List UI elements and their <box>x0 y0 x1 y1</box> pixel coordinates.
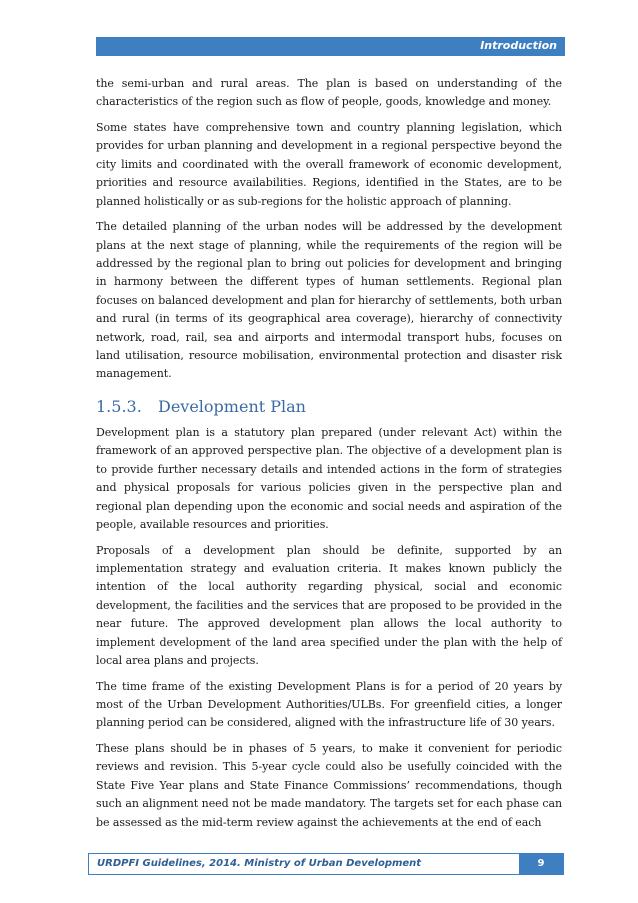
section-number: 1.5.3. <box>96 396 142 416</box>
paragraph: the semi-urban and rural areas. The plan is based on understanding of the characteristics of the region such as flow of people, goods, knowledge and money. <box>96 77 562 109</box>
header-bar <box>96 37 565 56</box>
page-body <box>96 75 562 839</box>
page-number: 9 <box>519 854 563 874</box>
paragraph: Proposals of a development plan should be definite, supported by an implementation strategy and evaluation criteria. It makes known publicly the intention of the local authority regarding physical, social and economic development, the facilities and the services that are proposed to be provided in the near future. The approved development plan allows the local authority to implement development of the land area specified under the plan with the help of local area plans and projects. <box>96 543 562 667</box>
paragraph: The time frame of the existing Development Plans is for a period of 20 years by most of the Urban Development Authorities/ULBs. For greenfield cities, a longer planning period can be considered, aligned with the infrastructure life of 30 years. <box>96 679 562 730</box>
paragraph: These plans should be in phases of 5 years, to make it convenient for periodic reviews and revision. This 5-year cycle could also be usefully coincided with the State Five Year plans and State Finance Commissions’ recommendations, though such an alignment need not be made mandatory. The targets set for each phase can be assessed as the mid-term review against the achievements at the end of each <box>96 741 562 829</box>
page-footer <box>88 853 564 875</box>
footer-citation: URDPFI Guidelines, 2014. Ministry of Urban Development <box>97 858 422 869</box>
header-section-title: Introduction <box>480 39 557 52</box>
paragraph: Development plan is a statutory plan prepared (under relevant Act) within the framework of an approved perspective plan. The objective of a development plan is to provide further necessary details and intended actions in the form of strategies and physical proposals for various policies given in the perspective plan and regional plan depending upon the economic and social needs and aspiration of the people, available resources and priorities. <box>96 425 562 531</box>
section-heading <box>96 396 562 418</box>
paragraph: Some states have comprehensive town and country planning legislation, which provides for urban planning and development in a regional perspective beyond the city limits and coordinated with the overall framework of economic development, priorities and resource availabilities. Regions, identified in the States, are to be planned holistically or as sub-regions for the holistic approach of planning. <box>96 121 562 208</box>
section-title: Development Plan <box>158 396 306 416</box>
paragraph: The detailed planning of the urban nodes will be addressed by the development plans at the next stage of planning, while the requirements of the region will be addressed by the regional plan to bring out policies for development and bringing in harmony between the different types of human settlements. Regional plan focuses on balanced development and plan for hierarchy of settlements, both urban and rural (in terms of its geographical area coverage), hierarchy of connectivity network, road, rail, sea and airports and intermodal transport hubs, focuses on land utilisation, resource mobilisation, environmental protection and disaster risk management. <box>96 220 562 381</box>
